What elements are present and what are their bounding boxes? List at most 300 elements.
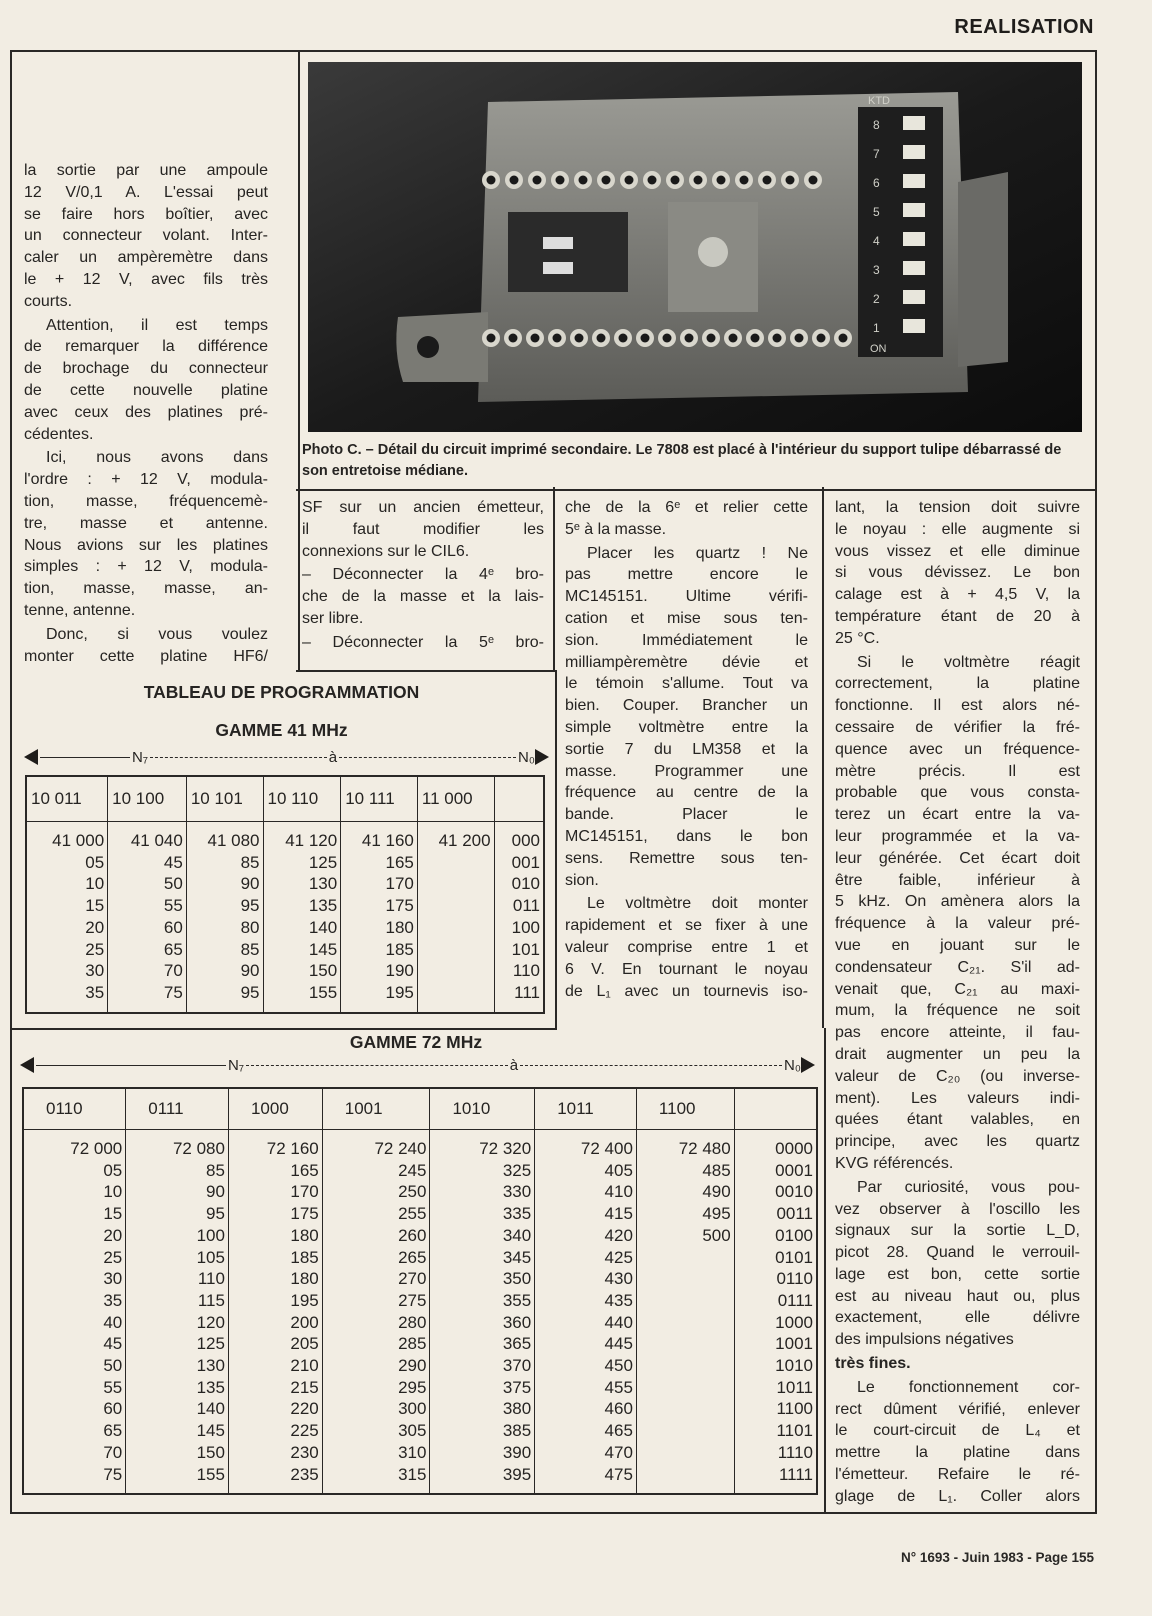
table-cell	[636, 1247, 734, 1269]
text-line: Le fonctionnement cor-	[857, 1378, 1080, 1396]
text-line: valeur comprise entre 1 et	[565, 938, 808, 956]
table-cell: 235	[228, 1464, 322, 1486]
table-cell: 0001	[734, 1160, 817, 1182]
gamme72-arrow	[20, 1055, 815, 1075]
table-cell: 410	[535, 1181, 637, 1203]
text-line: tre, masse et antenne.	[24, 514, 268, 532]
text-line: quence avec un fréquence-	[835, 740, 1080, 758]
table-cell: 30	[26, 960, 108, 982]
text-line: sens. Remettre sous ten-	[565, 849, 808, 867]
text-line: 5ᵉ à la masse.	[565, 520, 667, 538]
table-row	[23, 1225, 817, 1247]
pcb-photo-illustration	[308, 62, 1082, 432]
text-line: de L₁ avec un tournevis iso-	[565, 982, 808, 1000]
table-cell: 180	[341, 917, 418, 939]
spacer-cell	[263, 822, 341, 831]
table-cell: 200	[228, 1312, 322, 1334]
text-line: des impulsions négatives	[835, 1331, 1014, 1349]
text-line: MC145151. Ultime vérifi-	[565, 588, 808, 606]
table-cell: 340	[430, 1225, 535, 1247]
table-cell: 10	[26, 873, 108, 895]
table-cell: 0111	[734, 1290, 817, 1312]
text-line: sion. Immédiatement le	[565, 631, 808, 649]
text-line: fréquence à la valeur pré-	[835, 915, 1080, 933]
table-cell: 355	[430, 1290, 535, 1312]
table-cell	[636, 1464, 734, 1486]
table-cell: 205	[228, 1333, 322, 1355]
arrow-start-label: N₇	[132, 748, 148, 766]
table-cell: 70	[23, 1442, 126, 1464]
text-line: être faible, inférieur à	[835, 871, 1080, 889]
paragraph	[302, 632, 544, 654]
arrow-start-label: N₇	[228, 1056, 244, 1074]
text-line: KVG référencés.	[835, 1154, 954, 1172]
table-cell: 15	[26, 895, 108, 917]
table-cell: 375	[430, 1377, 535, 1399]
spacer-cell	[126, 1485, 229, 1494]
text-line: température étant de 20 à	[835, 607, 1080, 625]
paragraph	[835, 1377, 1080, 1508]
table-row	[23, 1268, 817, 1290]
text-line: de remarquer la différence	[24, 338, 268, 356]
dip-switch	[858, 107, 943, 357]
table-row	[23, 1442, 817, 1464]
table-cell: 175	[228, 1203, 322, 1225]
text-line: le court-circuit de L₄ et	[835, 1422, 1080, 1440]
table-cell: 145	[263, 939, 341, 961]
table-cell: 41 160	[341, 830, 418, 852]
table-cell: 180	[228, 1268, 322, 1290]
spacer-cell	[417, 1004, 494, 1013]
dip-lever	[903, 319, 925, 333]
text-line: tenne, antenne.	[24, 601, 136, 619]
text-line: Par curiosité, vous pou-	[857, 1178, 1080, 1196]
text-line: calage est à + 4,5 V, la	[835, 586, 1080, 604]
table-cell: 395	[430, 1464, 535, 1486]
text-line: Placer les quartz ! Ne	[587, 544, 808, 562]
table-cell: 445	[535, 1333, 637, 1355]
table-cell: 101	[494, 939, 544, 961]
spacer-cell	[108, 822, 187, 831]
table-row	[23, 1203, 817, 1225]
table-cell: 155	[126, 1464, 229, 1486]
spacer-cell	[494, 822, 544, 831]
table-cell: 255	[322, 1203, 430, 1225]
table-cell: 90	[186, 873, 263, 895]
table-cell: 135	[126, 1377, 229, 1399]
table-spacer-row	[23, 1130, 817, 1139]
paragraph	[24, 160, 268, 313]
table-cell	[417, 917, 494, 939]
paragraph	[565, 893, 808, 1002]
paragraph	[302, 497, 544, 562]
spacer-cell	[23, 1130, 126, 1139]
spacer-cell	[23, 1485, 126, 1494]
arrow-left-icon	[20, 1057, 34, 1073]
table-cell: 190	[341, 960, 418, 982]
text-line: le + 12 V, avec fils très	[24, 270, 268, 288]
table-cell: 72 240	[322, 1138, 430, 1160]
paragraph	[835, 652, 1080, 1175]
table-cell: 305	[322, 1420, 430, 1442]
table-cell: 1001	[734, 1333, 817, 1355]
table-cell: 380	[430, 1398, 535, 1420]
text-line: 6 V. En tournant le noyau	[565, 960, 808, 978]
text-line: Si le voltmètre réagit	[857, 653, 1080, 671]
table-cell: 45	[108, 852, 187, 874]
column-header: 1001	[322, 1088, 430, 1130]
table-cell: 35	[26, 982, 108, 1004]
text-line: che de la masse et la lais-	[302, 588, 544, 606]
table-cell: 0000	[734, 1138, 817, 1160]
text-line: picot 28. Quand le verrouil-	[835, 1244, 1080, 1262]
table-cell	[417, 895, 494, 917]
table-row	[23, 1138, 817, 1160]
gamme41-title: GAMME 41 MHz	[215, 720, 348, 740]
table-row	[26, 852, 544, 874]
table-cell: 495	[636, 1203, 734, 1225]
table-cell	[417, 873, 494, 895]
text-line: pas mettre encore le	[565, 566, 808, 584]
table-cell: 150	[263, 960, 341, 982]
text-line: cessaire de vérifier la fré-	[835, 718, 1080, 736]
text-line: si vous dévissez. Le bon	[835, 564, 1080, 582]
text-line: très fines.	[835, 1355, 911, 1373]
paragraph	[565, 497, 808, 541]
table-cell: 485	[636, 1160, 734, 1182]
table-row	[26, 939, 544, 961]
text-line: leur générée. Cet écart doit	[835, 849, 1080, 867]
text-line: 5 kHz. On amènera alors la	[835, 893, 1080, 911]
table-cell: 25	[26, 939, 108, 961]
text-line: glage de L₁. Coller alors	[835, 1487, 1080, 1505]
table-cell: 420	[535, 1225, 637, 1247]
table-cell: 41 000	[26, 830, 108, 852]
table-cell: 30	[23, 1268, 126, 1290]
text-line: caler un ampèremètre dans	[24, 249, 268, 267]
spacer-cell	[228, 1485, 322, 1494]
arrow-end-label: N₀	[783, 1056, 801, 1074]
table-cell	[417, 960, 494, 982]
table-cell: 65	[108, 939, 187, 961]
table-cell: 350	[430, 1268, 535, 1290]
table-cell: 145	[126, 1420, 229, 1442]
table-spacer-row	[26, 1004, 544, 1013]
table-cell: 385	[430, 1420, 535, 1442]
table-row	[23, 1377, 817, 1399]
table-cell: 225	[228, 1420, 322, 1442]
text-line: l'émetteur. Refaire le ré-	[835, 1466, 1080, 1484]
text-line: ment). Les valeurs indi-	[835, 1089, 1080, 1107]
column-header: 1000	[228, 1088, 322, 1130]
dip-brand-label: KTD	[868, 95, 890, 107]
table-cell: 230	[228, 1442, 322, 1464]
table-cell: 165	[228, 1160, 322, 1182]
table-cell: 125	[126, 1333, 229, 1355]
text-line: fonctionne. Il est alors né-	[835, 697, 1080, 715]
text-line: drait augmenter un peu la	[835, 1045, 1080, 1063]
spacer-cell	[108, 1004, 187, 1013]
table-cell: 180	[228, 1225, 322, 1247]
spacer-cell	[26, 1004, 108, 1013]
text-column-left	[24, 160, 268, 669]
text-line: Nous avions sur les platines	[24, 536, 268, 554]
text-line: vous vissez et elle diminue	[835, 542, 1080, 560]
table-cell	[417, 939, 494, 961]
text-line: sortie 7 du LM358 et la	[565, 740, 808, 758]
spacer-cell	[322, 1485, 430, 1494]
table-cell: 70	[108, 960, 187, 982]
text-line: principe, avec les quartz	[835, 1133, 1080, 1151]
regulator-7808	[508, 212, 628, 292]
table-cell: 85	[186, 852, 263, 874]
section-header: REALISATION	[954, 16, 1094, 38]
dip-number-label: 2	[873, 292, 880, 306]
text-line: est au niveau haut ou, plus	[835, 1287, 1080, 1305]
paragraph	[565, 543, 808, 892]
table-row	[23, 1312, 817, 1334]
table-cell: 130	[263, 873, 341, 895]
text-line: bien. Couper. Brancher un	[565, 697, 808, 715]
spacer-cell	[417, 822, 494, 831]
table-cell: 470	[535, 1442, 637, 1464]
text-line: Le voltmètre doit monter	[587, 895, 808, 913]
table-cell	[636, 1398, 734, 1420]
gamme41-arrow	[24, 747, 549, 767]
table-row	[26, 917, 544, 939]
text-line: correctement, la platine	[835, 675, 1080, 693]
column-header: 10 101	[186, 776, 263, 822]
text-line: exactement, elle délivre	[835, 1309, 1080, 1327]
text-line: condensateur C₂₁. S'il ad-	[835, 958, 1080, 976]
table-cell: 85	[186, 939, 263, 961]
table-cell: 85	[126, 1160, 229, 1182]
table-cell: 455	[535, 1377, 637, 1399]
table-cell: 0011	[734, 1203, 817, 1225]
table-cell: 001	[494, 852, 544, 874]
table-cell: 275	[322, 1290, 430, 1312]
spacer-cell	[26, 822, 108, 831]
spacer-cell	[636, 1485, 734, 1494]
text-line: 25 °C.	[835, 629, 880, 647]
text-line: 12 V/0,1 A. L'essai peut	[24, 183, 268, 201]
table-spacer-row	[23, 1485, 817, 1494]
table-cell: 45	[23, 1333, 126, 1355]
dip-lever	[903, 232, 925, 246]
arrow-left-icon	[24, 749, 38, 765]
table-row	[23, 1247, 817, 1269]
spacer-cell	[186, 1004, 263, 1013]
dip-lever	[903, 174, 925, 188]
text-line: de cette nouvelle platine	[24, 381, 268, 399]
table-cell: 011	[494, 895, 544, 917]
table-cell: 260	[322, 1225, 430, 1247]
table-cell: 1010	[734, 1355, 817, 1377]
text-column-middle	[302, 497, 544, 656]
table-cell: 415	[535, 1203, 637, 1225]
table-cell: 20	[26, 917, 108, 939]
text-line: cédentes.	[24, 425, 94, 443]
table-cell: 50	[23, 1355, 126, 1377]
table-cell: 295	[322, 1377, 430, 1399]
column-header	[494, 776, 544, 822]
dip-lever	[903, 116, 925, 130]
table-cell: 1100	[734, 1398, 817, 1420]
column-header: 10 111	[341, 776, 418, 822]
column-header	[734, 1088, 817, 1130]
table-cell: 135	[263, 895, 341, 917]
table-cell: 155	[263, 982, 341, 1004]
table-cell: 140	[126, 1398, 229, 1420]
table-cell: 1101	[734, 1420, 817, 1442]
table-cell: 35	[23, 1290, 126, 1312]
table-row	[23, 1398, 817, 1420]
table-cell: 435	[535, 1290, 637, 1312]
column-header: 10 110	[263, 776, 341, 822]
column-header: 0110	[23, 1088, 126, 1130]
table-cell: 175	[341, 895, 418, 917]
table-row	[26, 873, 544, 895]
table-cell: 440	[535, 1312, 637, 1334]
column-header: 0111	[126, 1088, 229, 1130]
table-cell: 325	[430, 1160, 535, 1182]
table-cell: 220	[228, 1398, 322, 1420]
spacer-cell	[535, 1130, 637, 1139]
spacer-cell	[228, 1130, 322, 1139]
table-cell	[636, 1290, 734, 1312]
table-cell: 0110	[734, 1268, 817, 1290]
table-cell: 80	[186, 917, 263, 939]
spacer-cell	[126, 1130, 229, 1139]
table-cell: 60	[108, 917, 187, 939]
table-cell: 60	[23, 1398, 126, 1420]
dip-lever	[903, 261, 925, 275]
spacer-cell	[322, 1130, 430, 1139]
text-line: pas encore atteinte, il fau-	[835, 1024, 1080, 1042]
table-cell: 405	[535, 1160, 637, 1182]
table-row	[26, 982, 544, 1004]
table-cell: 170	[228, 1181, 322, 1203]
table-header-row	[23, 1088, 817, 1130]
text-line: vue en jouant sur le	[835, 936, 1080, 954]
table-cell: 460	[535, 1398, 637, 1420]
spacer-cell	[734, 1130, 817, 1139]
text-line: quées étant valables, en	[835, 1111, 1080, 1129]
table-cell: 490	[636, 1181, 734, 1203]
table-cell: 25	[23, 1247, 126, 1269]
text-line: venait que, C₂₁ au maxi-	[835, 980, 1080, 998]
socket-row-bottom	[482, 329, 852, 347]
table-cell: 120	[126, 1312, 229, 1334]
table-cell: 165	[341, 852, 418, 874]
text-line: probable que vous consta-	[835, 784, 1080, 802]
dip-number-label: 5	[873, 205, 880, 219]
table-cell: 50	[108, 873, 187, 895]
text-line: la sortie par une ampoule	[24, 162, 268, 179]
table-row	[23, 1160, 817, 1182]
table-cell: 55	[23, 1377, 126, 1399]
text-line: rapidement et se fixer à une	[565, 917, 808, 935]
dip-number-label: 8	[873, 118, 880, 132]
table-cell: 185	[228, 1247, 322, 1269]
table-cell: 285	[322, 1333, 430, 1355]
arrow-end-label: N₀	[517, 748, 535, 766]
dip-lever	[903, 203, 925, 217]
dip-lever	[903, 290, 925, 304]
table-cell: 245	[322, 1160, 430, 1182]
table-cell: 90	[186, 960, 263, 982]
text-line: Ici, nous avons dans	[46, 449, 268, 467]
arrow-right-icon	[535, 749, 549, 765]
text-line: – Déconnecter la 5ᵉ bro-	[302, 633, 544, 651]
text-line: milliampèremètre dévie et	[565, 653, 808, 671]
spacer-cell	[535, 1485, 637, 1494]
dip-number-label: 6	[873, 176, 880, 190]
table-cell: 75	[108, 982, 187, 1004]
text-line: un connecteur volant. Inter-	[24, 227, 268, 245]
table-cell: 430	[535, 1268, 637, 1290]
table-cell: 310	[322, 1442, 430, 1464]
table-cell: 1110	[734, 1442, 817, 1464]
tableau-title: TABLEAU DE PROGRAMMATION	[143, 682, 420, 702]
table-cell: 65	[23, 1420, 126, 1442]
table-cell: 40	[23, 1312, 126, 1334]
table-cell: 115	[126, 1290, 229, 1312]
gamme72-title: GAMME 72 MHz	[349, 1032, 483, 1052]
text-line: le témoin s'allume. Tout va	[565, 675, 808, 693]
table-cell: 210	[228, 1355, 322, 1377]
table-cell	[636, 1442, 734, 1464]
table-cell	[636, 1355, 734, 1377]
table-row	[23, 1181, 817, 1203]
table-cell: 195	[228, 1290, 322, 1312]
table-cell: 41 120	[263, 830, 341, 852]
text-line: leur programmée et la va-	[835, 827, 1080, 845]
dip-number-label: 3	[873, 263, 880, 277]
table-cell	[636, 1268, 734, 1290]
mounting-tab-left	[396, 312, 488, 382]
text-line: SF sur un ancien émetteur,	[302, 499, 544, 516]
table-cell	[636, 1420, 734, 1442]
text-line: valeur de C₂₀ (ou inverse-	[835, 1067, 1080, 1085]
column-header: 10 100	[108, 776, 187, 822]
table-cell: 72 480	[636, 1138, 734, 1160]
page-footer: N° 1693 - Juin 1983 - Page 155	[900, 1550, 1094, 1565]
table-cell: 75	[23, 1464, 126, 1486]
paragraph	[24, 624, 268, 668]
text-line: simple voltmètre entre la	[565, 718, 808, 736]
text-line: – Déconnecter la 4ᵉ bro-	[302, 566, 544, 584]
table-cell: 345	[430, 1247, 535, 1269]
text-line: vez observer à l'oscillo les	[835, 1200, 1080, 1218]
table-cell: 290	[322, 1355, 430, 1377]
table-cell: 105	[126, 1247, 229, 1269]
pcb-photo	[308, 62, 1082, 432]
table-cell: 1111	[734, 1464, 817, 1486]
table-cell: 1000	[734, 1312, 817, 1334]
text-line: Attention, il est temps	[46, 316, 268, 334]
text-line: signaux sur la sortie L_D,	[835, 1222, 1080, 1240]
text-line: de brochage du connecteur	[24, 360, 268, 378]
gamme72-table	[22, 1087, 818, 1495]
table-row	[23, 1333, 817, 1355]
table-cell: 300	[322, 1398, 430, 1420]
table-cell	[636, 1377, 734, 1399]
spacer-cell	[263, 1004, 341, 1013]
spacer-cell	[186, 822, 263, 831]
text-line: se faire hors boîtier, avec	[24, 205, 268, 223]
table-cell: 55	[108, 895, 187, 917]
